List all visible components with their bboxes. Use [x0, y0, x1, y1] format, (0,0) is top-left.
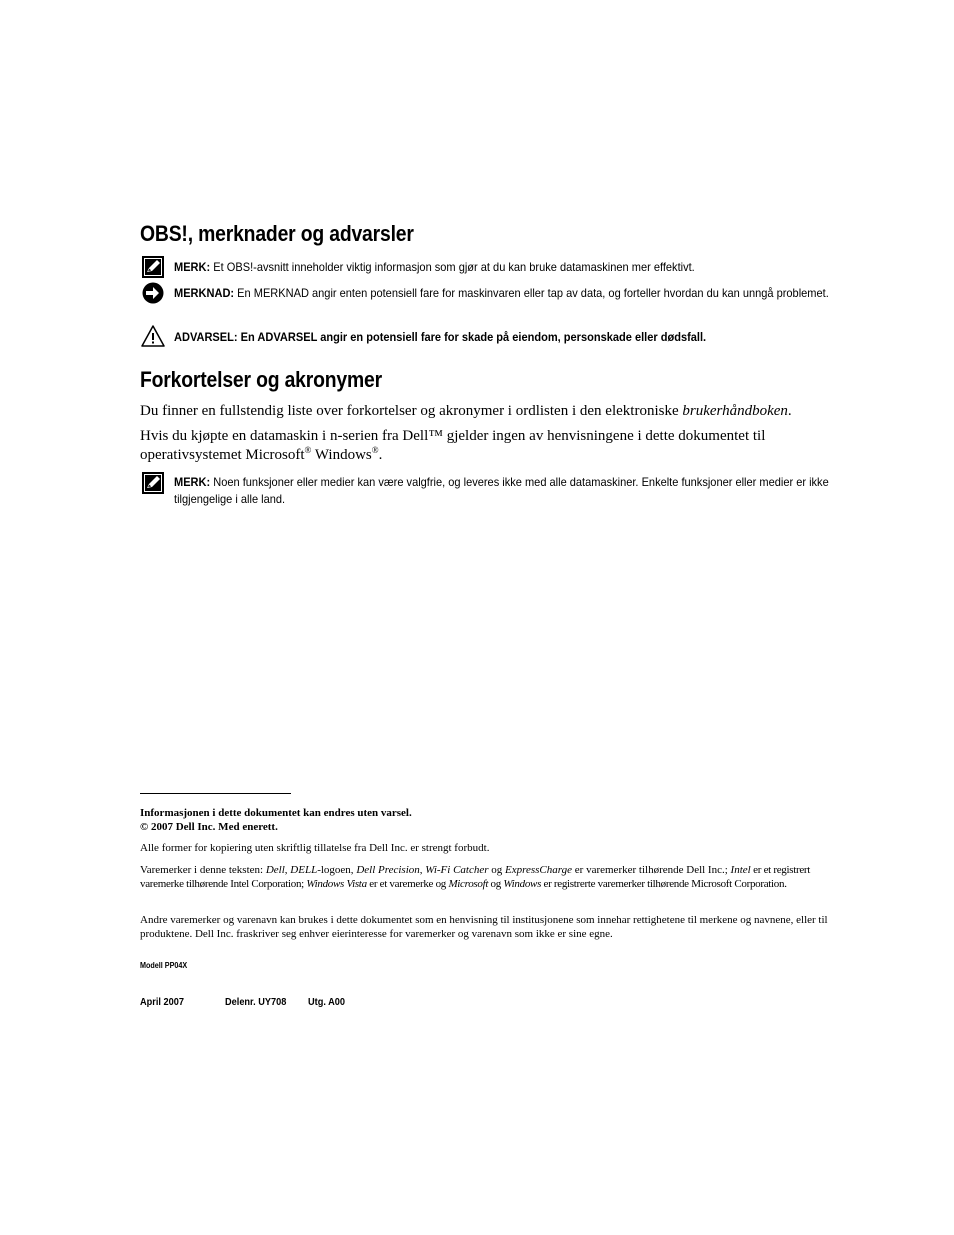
registered-mark: ®: [371, 445, 379, 455]
user-guide-title: brukerhåndboken: [682, 403, 788, 419]
note-text: Et OBS!-avsnitt inneholder viktig informasjon som gjør at du kan bruke datamaskinen mer effektivt.: [213, 260, 695, 274]
note-merknad: [174, 285, 844, 302]
tm-text: -logoen,: [317, 864, 357, 876]
release-date: April 2007: [140, 997, 184, 1008]
paragraph-end: .: [787, 403, 792, 419]
model-number: Modell PP04X: [140, 961, 188, 970]
note-label: MERKNAD:: [174, 286, 235, 300]
tm-text: er et registrert varemerke tilhørende Intel Corporation;: [140, 864, 811, 890]
paragraph-text: Du finner en fullstendig liste over forkortelser og akronymer i ordlisten i den elektroniske: [140, 403, 683, 419]
tm-mark: Dell Precision: [356, 864, 420, 876]
tm-text: ,: [284, 864, 291, 876]
paragraph-end: .: [378, 447, 383, 463]
revision: Utg. A00: [308, 997, 345, 1008]
pencil-note-icon: [142, 472, 164, 494]
tm-text: og: [488, 878, 504, 890]
tm-text: er et varemerke og: [366, 878, 449, 890]
notice-arrow-icon: [142, 282, 164, 304]
part-number: Delenr. UY708: [225, 997, 287, 1008]
note-label: MERK:: [174, 475, 211, 489]
footer-rule: [140, 793, 291, 794]
note-label: ADVARSEL:: [174, 330, 238, 344]
note-text: En MERKNAD angir enten potensiell fare for maskinvaren eller tap av data, og forteller hvordan du kan unngå problemet.: [237, 286, 829, 300]
windows-text: Windows: [311, 447, 372, 463]
tm-text: er varemerker tilhørende Dell Inc.;: [572, 864, 731, 876]
tm-mark: Wi-Fi Catcher: [425, 864, 489, 876]
section-heading-abbreviations: Forkortelser og akronymer: [140, 367, 382, 392]
note-advarsel: [174, 329, 836, 346]
copyright-line: © 2007 Dell Inc. Med enerett.: [140, 821, 278, 833]
section-heading-notes: OBS!, merknader og advarsler: [140, 221, 414, 246]
tm-mark: Microsoft: [448, 878, 489, 890]
tm-mark: Windows: [503, 878, 542, 890]
note-text: En ADVARSEL angir en potensiell fare for skade på eiendom, personskade eller dødsfall.: [240, 330, 707, 344]
tm-mark: Intel: [730, 864, 751, 876]
pencil-note-icon: [142, 256, 164, 278]
note-merk-features: [174, 474, 841, 508]
registered-mark: ®: [304, 445, 312, 455]
other-trademarks-paragraph: Andre varemerker og varenavn kan brukes i dette dokumentet som en henvisning til institusjonene som innehar rettighetene til merkene og navnene, eller til produktene. Dell Inc. fraskriver seg enhver eierinteresse for varemerker og varenavn som ikke er sine egne.: [140, 914, 828, 940]
note-label: MERK:: [174, 260, 211, 274]
footer-notice: [140, 806, 412, 834]
tm-text: og: [488, 864, 506, 876]
tm-mark: Windows Vista: [306, 878, 367, 890]
notice-line: Informasjonen i dette dokumentet kan endres uten varsel.: [140, 807, 412, 819]
paragraph-abbreviations: [140, 402, 840, 421]
tm-mark: ExpressCharge: [505, 864, 573, 876]
tm-text: er registrerte varemerker tilhørende Microsoft Corporation.: [541, 878, 787, 890]
warning-triangle-icon: [141, 325, 165, 347]
copy-restriction: Alle former for kopiering uten skriftlig tillatelse fra Dell Inc. er strengt forbudt.: [140, 842, 490, 854]
trademark-paragraph: [140, 863, 842, 891]
note-merk: [174, 259, 836, 276]
tm-mark: DELL: [290, 864, 318, 876]
tm-mark: Dell: [265, 864, 285, 876]
paragraph-n-series: [140, 427, 830, 465]
tm-text: Varemerker i denne teksten:: [140, 864, 266, 876]
note-text: Noen funksjoner eller medier kan være valgfrie, og leveres ikke med alle datamaskiner. Enkelte funksjoner eller medier er ikke tilgjengelige i alle land.: [174, 475, 829, 506]
tm-text: ,: [419, 864, 426, 876]
paragraph-text: Hvis du kjøpte en datamaskin i n-serien fra Dell™ gjelder ingen av henvisningene i dette dokumentet til operativsystemet Microsoft: [140, 428, 766, 463]
